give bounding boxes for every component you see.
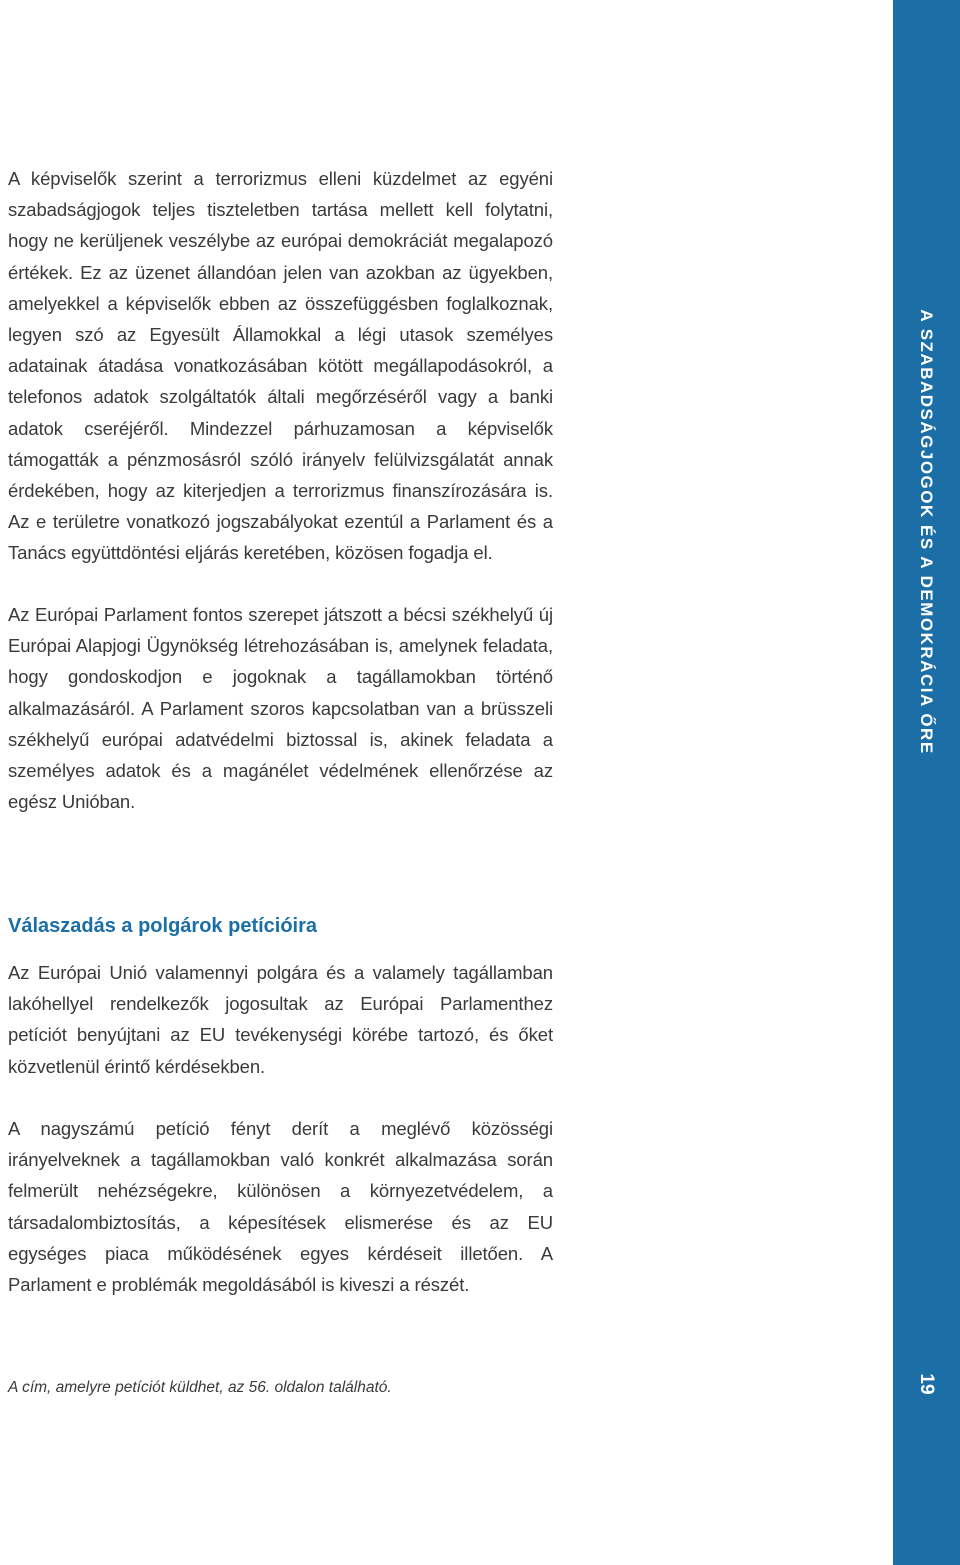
- body-paragraph-1: A képviselők szerint a terrorizmus elleni küzdelmet az egyéni szabadságjogok teljes tiszteletben tartása mellett kell folytatni, hogy ne kerüljenek veszélybe az európai demokráciát megalapozó értékek. Ez az üzenet állandóan jelen van azokban az ügyekben, amelyekkel a képviselők ebben az összefüggésben foglalkoznak, legyen szó az Egyesült Államokkal a légi utasok személyes adatainak átadása vonatkozásában kötött megállapodásokról, a telefonos adatok szolgáltatók általi megőrzéséről vagy a banki adatok cseréjéről. Mindezzel párhuzamosan a képviselők támogatták a pénzmosásról szóló irányelv felülvizsgálatát annak érdekében, hogy az kiterjedjen a terrorizmus finanszírozására is. Az e területre vonatkozó jogszabályokat ezentúl a Parlament és a Tanács együttdöntési eljárás keretében, közösen fogadja el.: [8, 168, 553, 564]
- chapter-side-band: [893, 0, 960, 1565]
- body-paragraph-2: Az Európai Parlament fontos szerepet játszott a bécsi székhelyű új Európai Alapjogi Ügynökség létrehozásában is, amelynek feladata, hogy gondoskodjon e jogoknak a tagállamokban történő alkalmazásáról. A Parlament szoros kapcsolatban van a brüsszeli székhelyű európai adatvédelmi biztossal is, akinek feladata a személyes adatok és a magánélet védelmének ellenőrzése az egész Unióban.: [8, 604, 553, 813]
- page-number: 19: [916, 1373, 937, 1395]
- chapter-title: A SZABADSÁGJOGOK ÉS A DEMOKRÁCIA ŐRE: [917, 309, 936, 755]
- section-paragraph-2: A nagyszámú petíció fényt derít a meglévő közösségi irányelveknek a tagállamokban való konkrét alkalmazása során felmerült nehézségekre, különösen a környezetvédelem, a társadalombiztosítás, a képesítések elismerése és az EU egységes piaca működésének egyes kérdéseit illetően. A Parlament e problémák megoldásából is kiveszi a részét.: [8, 1118, 553, 1296]
- section-heading: Válaszadás a polgárok petícióira: [8, 915, 318, 937]
- section-paragraph-1: Az Európai Unió valamennyi polgára és a valamely tagállamban lakóhellyel rendelkezők jogosultak az Európai Parlamenthez petíciót benyújtani az EU tevékenységi körébe tartozó, és őket közvetlenül érintő kérdésekben.: [8, 962, 553, 1077]
- footnote: A cím, amelyre petíciót küldhet, az 56. oldalon található.: [8, 1379, 392, 1396]
